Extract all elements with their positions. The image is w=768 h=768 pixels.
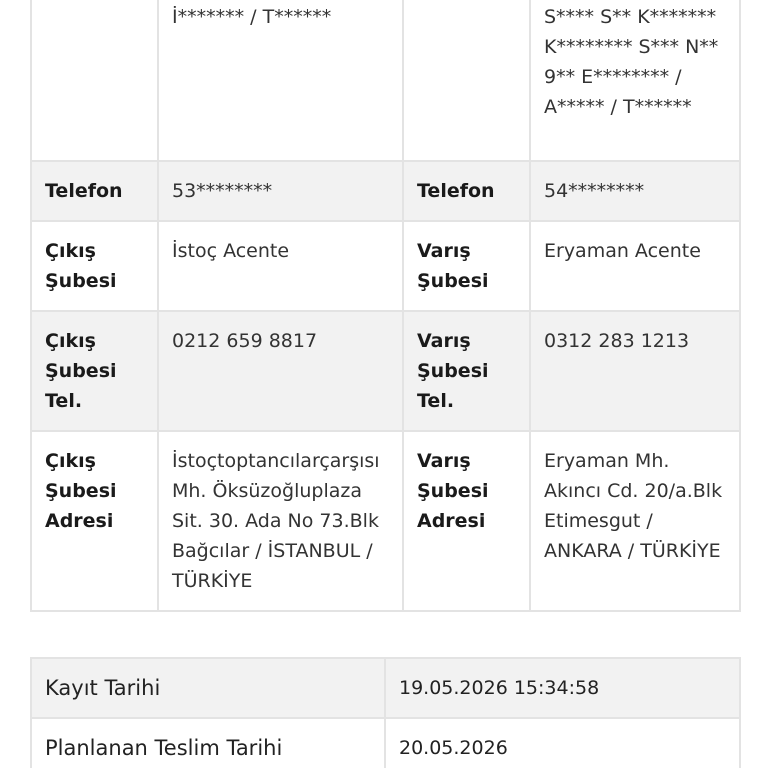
- branch-address-row: [31, 431, 740, 611]
- planned-delivery-value: 20.05.2026: [385, 718, 740, 768]
- sender-phone-value: 53********: [158, 161, 403, 221]
- planned-delivery-row: [31, 718, 740, 768]
- address-row: [31, 0, 740, 161]
- address-label-cell: [31, 0, 158, 161]
- planned-delivery-label: Planlanan Teslim Tarihi: [31, 718, 385, 768]
- departure-branch-phone-value: 0212 659 8817: [158, 311, 403, 431]
- registration-date-label: Kayıt Tarihi: [31, 658, 385, 718]
- arrival-branch-phone-value: 0312 283 1213: [530, 311, 740, 431]
- phone-row: [31, 161, 740, 221]
- departure-branch-address-value: İstoçtoptancılarçarşısı Mh. Öksüzoğluplaza Sit. 30. Ada No 73.Blk Bağcılar / İSTANBUL / TÜRKİYE: [158, 431, 403, 611]
- arrival-branch-value: Eryaman Acente: [530, 221, 740, 311]
- registration-date-row: [31, 658, 740, 718]
- arrival-branch-phone-label: Varış Şubesi Tel.: [403, 311, 530, 431]
- shipment-dates-table: [30, 657, 741, 768]
- arrival-branch-address-label: Varış Şubesi Adresi: [403, 431, 530, 611]
- registration-date-value: 19.05.2026 15:34:58: [385, 658, 740, 718]
- sender-phone-label: Telefon: [31, 161, 158, 221]
- arrival-branch-address-value: Eryaman Mh. Akıncı Cd. 20/a.Blk Etimesgut / ANKARA / TÜRKİYE: [530, 431, 740, 611]
- departure-branch-label: Çıkış Şubesi: [31, 221, 158, 311]
- branch-phone-row: [31, 311, 740, 431]
- receiver-address-value: S**** S** K******* K******** S*** N** 9** E******** / A***** / T******: [530, 0, 740, 161]
- address-label-cell-receiver: [403, 0, 530, 161]
- arrival-branch-label: Varış Şubesi: [403, 221, 530, 311]
- sender-receiver-table: [30, 0, 741, 612]
- departure-branch-address-label: Çıkış Şubesi Adresi: [31, 431, 158, 611]
- departure-branch-phone-label: Çıkış Şubesi Tel.: [31, 311, 158, 431]
- sender-address-value: İ******* / T******: [158, 0, 403, 161]
- receiver-phone-value: 54********: [530, 161, 740, 221]
- receiver-phone-label: Telefon: [403, 161, 530, 221]
- departure-branch-value: İstoç Acente: [158, 221, 403, 311]
- branch-row: [31, 221, 740, 311]
